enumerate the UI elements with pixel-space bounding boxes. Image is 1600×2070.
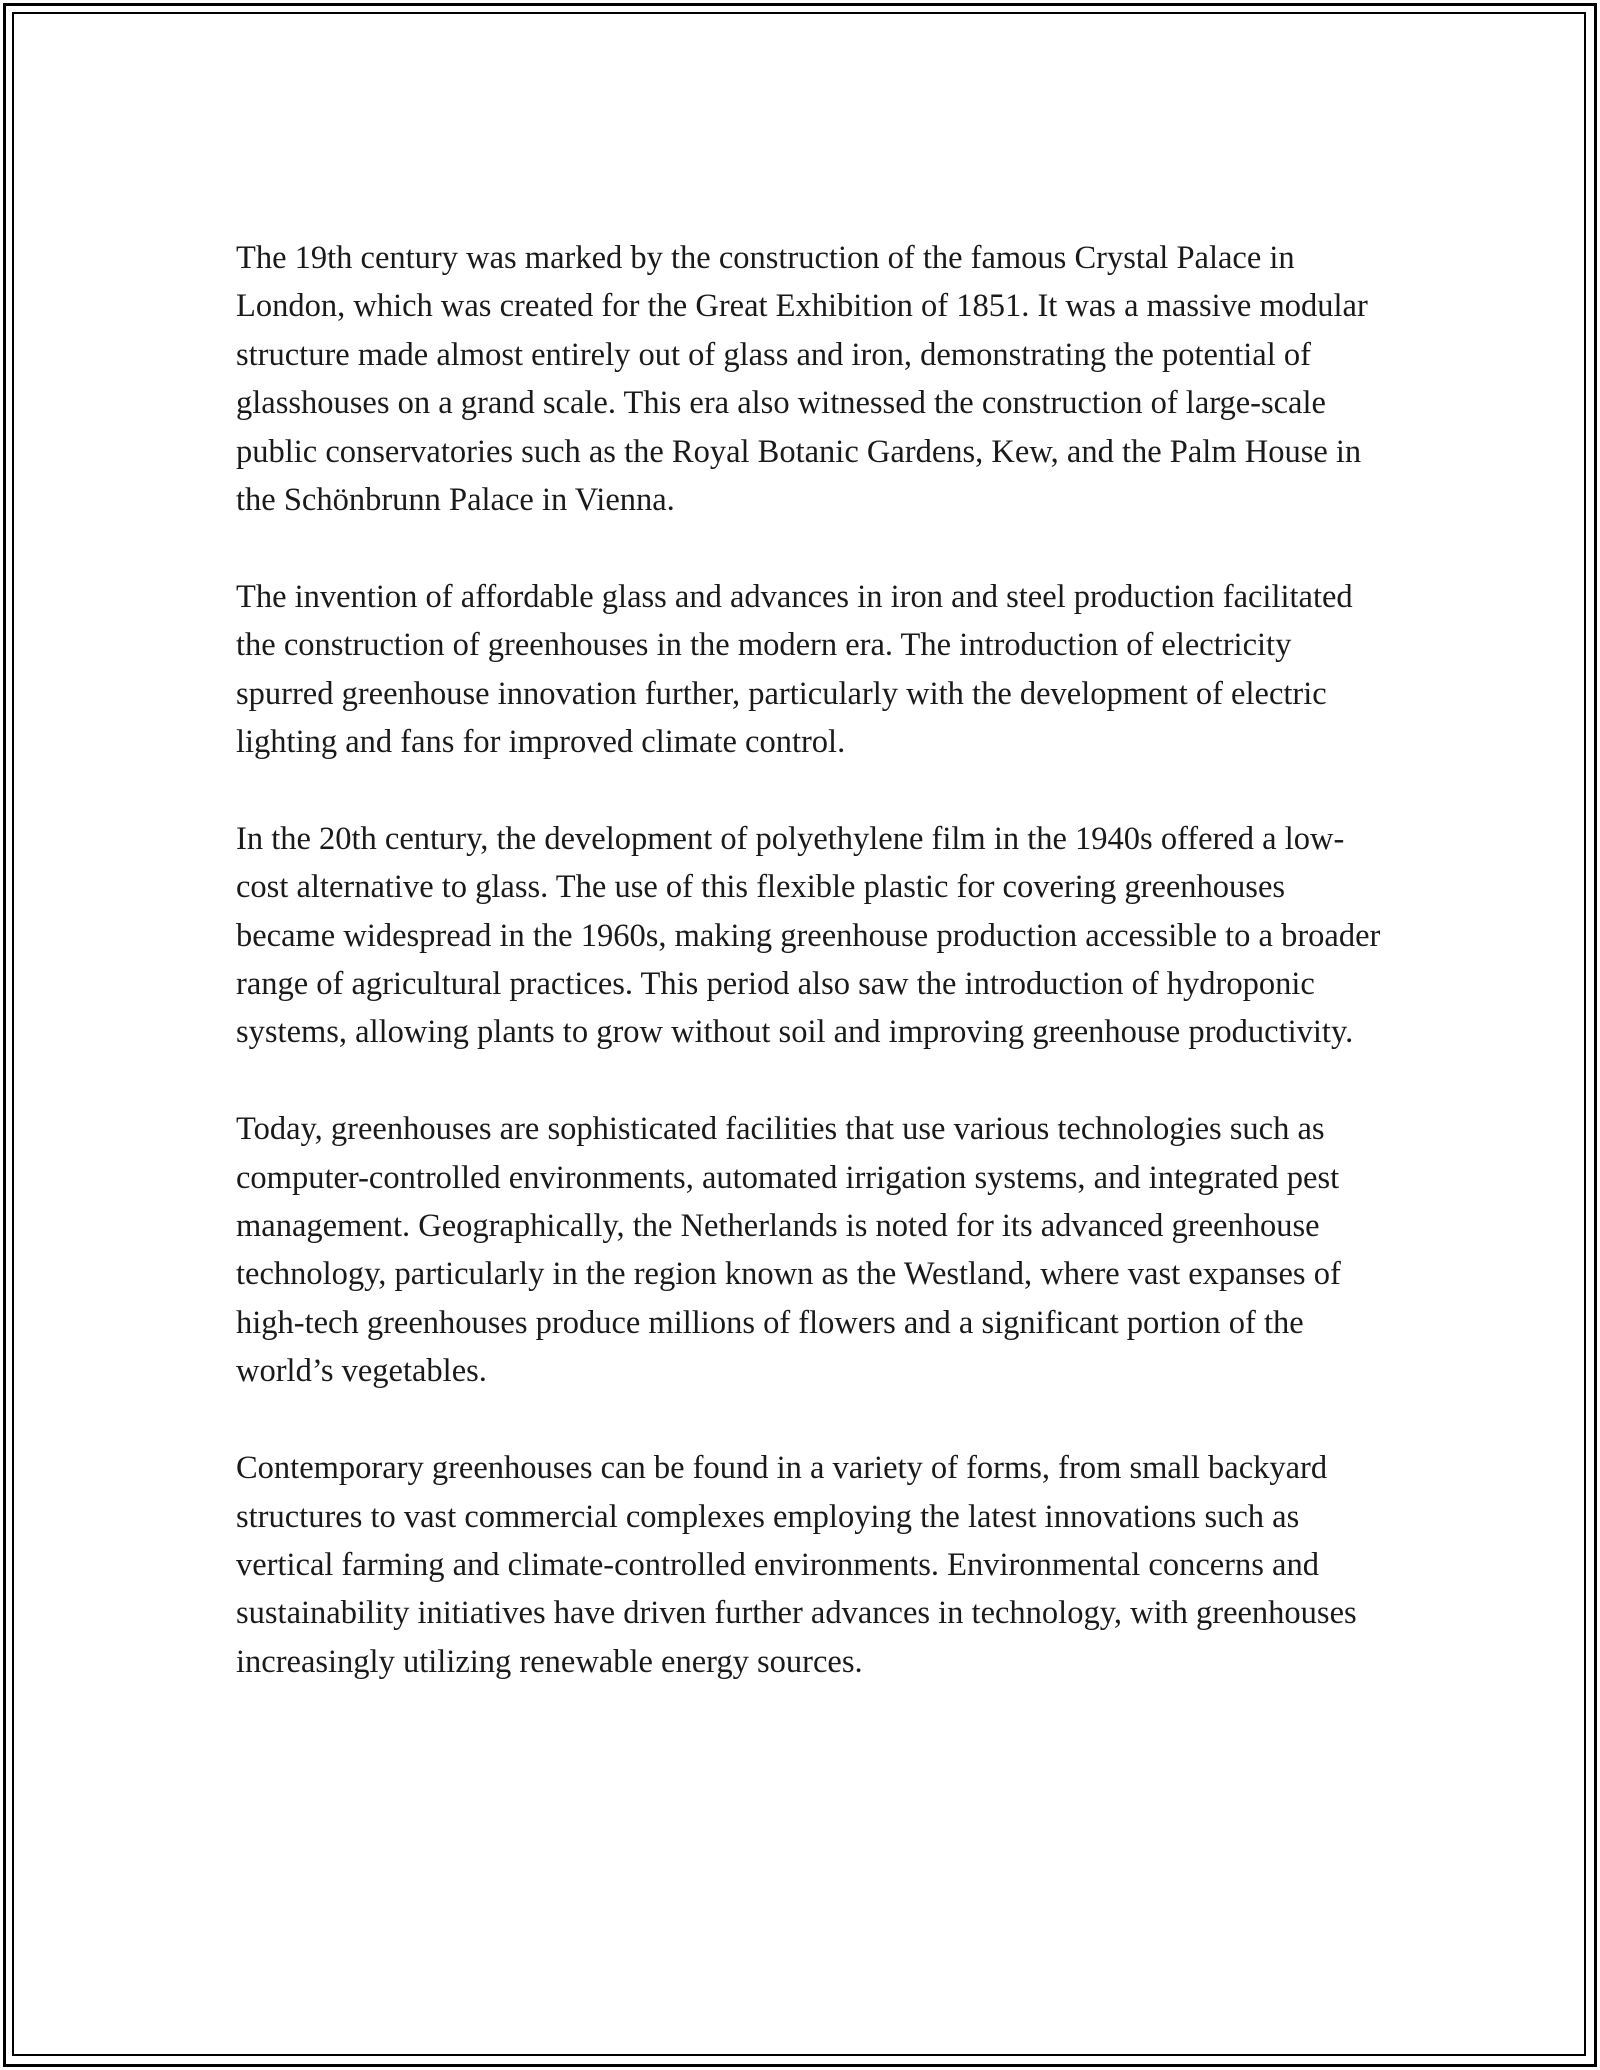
paragraph-contemporary: Contemporary greenhouses can be found in a variety of forms, from small backyard structures to vast commercial complexes employing the latest innovations such as vertical farming and climate-controlled environments. Environmental concerns and sustainability initiatives have driven further advances in technology, with greenhouses increasingly utilizing renewable energy sources. bbox=[236, 1450, 1357, 1680]
document-body bbox=[236, 234, 1386, 1735]
paragraph-today: Today, greenhouses are sophisticated facilities that use various technologies such as computer-controlled environments, automated irrigation systems, and integrated pest management. Geographically, the Netherlands is noted for its advanced greenhouse technology, particularly in the region known as the Westland, where vast expanses of high-tech greenhouses produce millions of flowers and a significant portion of the world’s vegetables. bbox=[236, 1111, 1341, 1390]
paragraph-modern-era: The invention of affordable glass and advances in iron and steel production facilitated the construction of greenhouses in the modern era. The introduction of electricity spurred greenhouse innovation further, particularly with the development of electric lighting and fans for improved climate control. bbox=[236, 578, 1353, 761]
paragraph-20th-century: In the 20th century, the development of polyethylene film in the 1940s offered a low-cost alternative to glass. The use of this flexible plastic for covering greenhouses became widespread in the 1960s, making greenhouse production accessible to a broader range of agricultural practices. This period also saw the introduction of hydroponic systems, allowing plants to grow without soil and improving greenhouse productivity. bbox=[236, 820, 1381, 1051]
paragraph-crystal-palace: The 19th century was marked by the construction of the famous Crystal Palace in London, which was created for the Great Exhibition of 1851. It was a massive modular structure made almost entirely out of glass and iron, demonstrating the potential of glasshouses on a grand scale. This era also witnessed the construction of large-scale public conservatories such as the Royal Botanic Gardens, Kew, and the Palm House in the Schönbrunn Palace in Vienna. bbox=[236, 240, 1368, 519]
